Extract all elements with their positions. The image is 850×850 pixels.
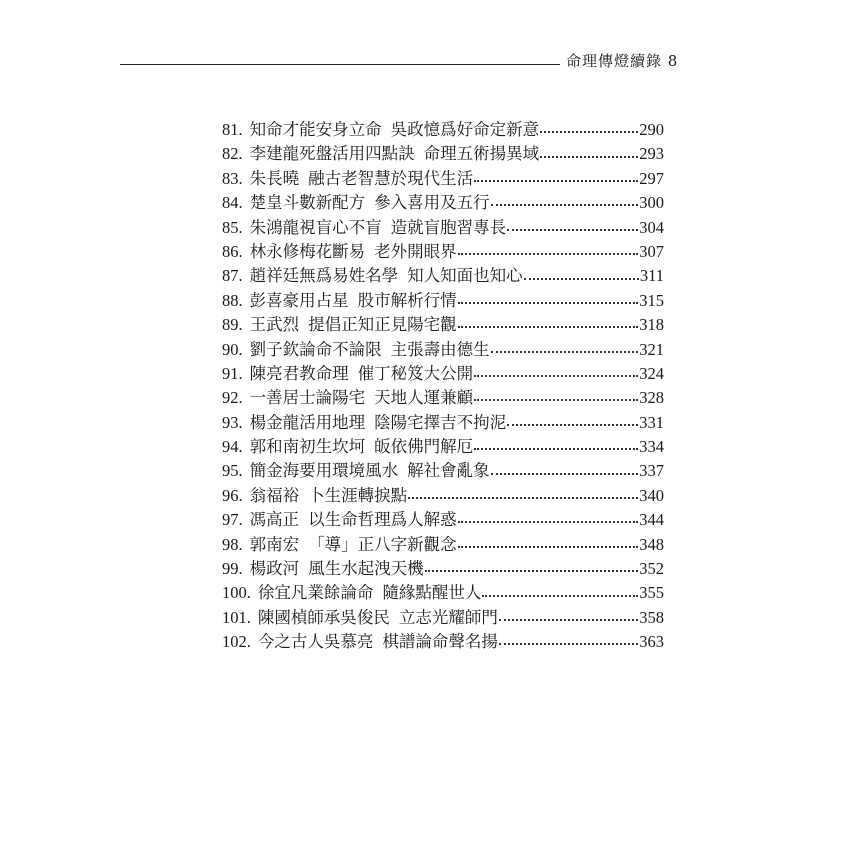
toc-entry-page: 331 bbox=[639, 412, 664, 432]
toc-entry bbox=[222, 238, 664, 262]
toc-dot-leader bbox=[491, 351, 639, 353]
toc-entry-title-part: 郭和南初生坎坷 bbox=[249, 437, 366, 457]
toc-entry-title-part: 朱鴻龍視盲心不盲 bbox=[249, 217, 382, 237]
toc-entry-number: 95. bbox=[222, 461, 243, 481]
toc-entry-title-part: 徐宜凡業餘論命 bbox=[257, 583, 374, 603]
toc-entry-page: 344 bbox=[639, 510, 664, 530]
toc-entry-number: 86. bbox=[222, 241, 243, 261]
toc-entry-number: 90. bbox=[222, 339, 243, 359]
toc-entry-title-part: 陳亮君教命理 bbox=[249, 363, 349, 383]
toc-entry-page: 297 bbox=[639, 168, 664, 188]
toc-entry-title-part: 隨緣點醒世人 bbox=[382, 583, 482, 603]
toc-entry bbox=[222, 555, 664, 579]
toc-entry-page: 334 bbox=[639, 437, 664, 457]
toc-dot-leader bbox=[491, 473, 639, 475]
toc-entry-title-part: 馮高正 bbox=[249, 510, 300, 530]
toc-entry-number: 101. bbox=[222, 607, 251, 627]
toc-entry-title bbox=[250, 287, 457, 311]
toc-entry-title-part: 提倡正知正見陽宅觀 bbox=[308, 315, 457, 335]
toc-entry-page: 358 bbox=[639, 607, 664, 627]
toc-entry-page: 315 bbox=[639, 290, 664, 310]
toc-entry-title bbox=[250, 214, 507, 238]
toc-entry-title bbox=[250, 482, 408, 506]
toc-entry-page: 321 bbox=[639, 339, 664, 359]
toc-entry-title-part: 老外開眼界 bbox=[374, 241, 457, 261]
toc-dot-leader bbox=[408, 497, 638, 499]
toc-entry bbox=[222, 287, 664, 311]
toc-entry-number: 98. bbox=[222, 534, 243, 554]
toc-entry bbox=[222, 140, 664, 164]
toc-entry-title bbox=[250, 409, 507, 433]
toc-entry-title-part: 股市解析行情 bbox=[357, 290, 457, 310]
toc-dot-leader bbox=[458, 546, 639, 548]
toc-entry-title-part: 楊政河 bbox=[249, 559, 300, 579]
toc-entry bbox=[222, 628, 664, 652]
toc-entry-title-part: 催丁秘笈大公開 bbox=[357, 363, 474, 383]
running-title: 命理傳燈續錄 8 bbox=[566, 52, 679, 70]
toc-entry-title-part: 林永修梅花斷易 bbox=[249, 241, 366, 261]
toc-entry-title-part: 李建龍死盤活用四點訣 bbox=[249, 144, 415, 164]
toc-entry bbox=[222, 116, 664, 140]
toc-entry-title-part: 卜生涯轉捩點 bbox=[308, 485, 408, 505]
toc-entry bbox=[222, 336, 664, 360]
toc-entry-title bbox=[250, 336, 490, 360]
toc-entry bbox=[222, 360, 664, 384]
toc-entry-title bbox=[250, 360, 474, 384]
toc-entry-title-part: 立志光耀師門 bbox=[398, 607, 498, 627]
toc-entry-title-part: 楊金龍活用地理 bbox=[249, 412, 366, 432]
header-rule bbox=[120, 64, 560, 65]
toc-entry-page: 352 bbox=[639, 559, 664, 579]
toc-entry-title-part: 劉子欽論命不論限 bbox=[249, 339, 382, 359]
toc-entry-title-part: 翁福裕 bbox=[249, 485, 300, 505]
toc-dot-leader bbox=[507, 424, 638, 426]
toc-entry-title bbox=[250, 457, 490, 481]
toc-entry-page: 307 bbox=[639, 241, 664, 261]
toc-entry-title-part: 命理五術揚異域 bbox=[423, 144, 540, 164]
toc-entry bbox=[222, 506, 664, 530]
toc-entry-title-part: 一善居士論陽宅 bbox=[249, 388, 366, 408]
toc-entry-title bbox=[250, 140, 540, 164]
toc-dot-leader bbox=[458, 253, 639, 255]
toc-dot-leader bbox=[524, 278, 639, 280]
toc-dot-leader bbox=[474, 448, 638, 450]
toc-entry-number: 92. bbox=[222, 388, 243, 408]
toc-entry-title bbox=[250, 555, 424, 579]
toc-entry bbox=[222, 433, 664, 457]
toc-entry-title bbox=[250, 506, 457, 530]
toc-dot-leader bbox=[425, 570, 639, 572]
toc-entry-title-part: 陰陽宅擇吉不拘泥 bbox=[374, 412, 507, 432]
toc-entry-title bbox=[258, 579, 482, 603]
toc-entry bbox=[222, 409, 664, 433]
toc-entry-page: 311 bbox=[639, 266, 664, 286]
toc-dot-leader bbox=[458, 326, 639, 328]
toc-entry-number: 82. bbox=[222, 144, 243, 164]
toc-entry-page: 290 bbox=[639, 120, 664, 139]
toc-entry-title-part: 楚皇斗數新配方 bbox=[249, 193, 366, 213]
toc-entry bbox=[222, 531, 664, 555]
toc-entry-title-part: 融古老智慧於現代生活 bbox=[308, 168, 474, 188]
toc-entry-title-part: 以生命哲理爲人解惑 bbox=[308, 510, 457, 530]
toc-dot-leader bbox=[482, 595, 638, 597]
toc-entry-title-part: 王武烈 bbox=[249, 315, 300, 335]
toc-entry-page: 304 bbox=[639, 217, 664, 237]
toc-dot-leader bbox=[540, 131, 638, 133]
toc-dot-leader bbox=[540, 156, 638, 158]
toc-entry-number: 93. bbox=[222, 412, 243, 432]
toc-entry-number: 97. bbox=[222, 510, 243, 530]
toc-dot-leader bbox=[474, 399, 638, 401]
toc-entry-title bbox=[250, 262, 523, 286]
toc-entry-title bbox=[250, 116, 540, 140]
toc-entry-number: 84. bbox=[222, 193, 243, 213]
toc-entry-page: 337 bbox=[639, 461, 664, 481]
toc-entry-page: 324 bbox=[639, 363, 664, 383]
toc-entry-title bbox=[250, 433, 474, 457]
toc-entry bbox=[222, 384, 664, 408]
toc-entry-number: 100. bbox=[222, 583, 251, 603]
toc-entry-page: 318 bbox=[639, 315, 664, 335]
toc-entry-title-part: 陳國楨師承吳俊民 bbox=[257, 607, 390, 627]
toc-entry-title-part: 朱長曉 bbox=[249, 168, 300, 188]
toc-entry bbox=[222, 604, 664, 628]
toc-dot-leader bbox=[491, 204, 639, 206]
toc-entry-number: 94. bbox=[222, 437, 243, 457]
toc-entry-title bbox=[250, 189, 490, 213]
toc-entry-title bbox=[250, 384, 474, 408]
toc-dot-leader bbox=[474, 375, 638, 377]
table-of-contents bbox=[222, 116, 664, 653]
toc-entry-title-part: 今之古人吳慕亮 bbox=[257, 632, 374, 652]
toc-entry-page: 348 bbox=[639, 534, 664, 554]
toc-entry-page: 300 bbox=[639, 193, 664, 213]
toc-entry-title bbox=[250, 165, 474, 189]
toc-entry-title-part: 吳政憶爲好命定新意 bbox=[390, 120, 540, 139]
toc-entry bbox=[222, 262, 664, 286]
toc-entry-title bbox=[258, 628, 498, 652]
toc-entry-title-part: 參入喜用及五行 bbox=[374, 193, 490, 213]
toc-entry-number: 83. bbox=[222, 168, 243, 188]
toc-entry-title bbox=[258, 604, 498, 628]
toc-entry-title bbox=[250, 531, 457, 555]
toc-entry-title-part: 郭南宏 bbox=[249, 534, 300, 554]
toc-dot-leader bbox=[458, 521, 639, 523]
toc-entry-title bbox=[250, 311, 457, 335]
toc-entry-title-part: 知命才能安身立命 bbox=[249, 120, 382, 139]
toc-entry-title-part: 彭喜豪用占星 bbox=[249, 290, 349, 310]
toc-dot-leader bbox=[507, 229, 638, 231]
toc-entry bbox=[222, 457, 664, 481]
toc-entry bbox=[222, 482, 664, 506]
toc-entry-number: 88. bbox=[222, 290, 243, 310]
toc-entry-number: 102. bbox=[222, 632, 251, 652]
toc-entry-title-part: 簡金海要用環境風水 bbox=[249, 461, 399, 481]
toc-entry-number: 91. bbox=[222, 363, 243, 383]
toc-entry bbox=[222, 189, 664, 213]
toc-entry-number: 81. bbox=[222, 120, 243, 139]
toc-entry-title-part: 造就盲胞習專長 bbox=[390, 217, 507, 237]
toc-entry-page: 340 bbox=[639, 485, 664, 505]
toc-entry-title-part: 「導」正八字新觀念 bbox=[308, 534, 457, 554]
toc-entry-title bbox=[250, 238, 457, 262]
toc-entry-number: 85. bbox=[222, 217, 243, 237]
toc-entry bbox=[222, 214, 664, 238]
toc-entry bbox=[222, 579, 664, 603]
toc-entry-number: 87. bbox=[222, 266, 243, 286]
toc-entry-title-part: 皈依佛門解厄 bbox=[374, 437, 474, 457]
toc-entry-title-part: 知人知面也知心 bbox=[407, 266, 523, 286]
toc-entry-title-part: 風生水起洩天機 bbox=[308, 559, 424, 579]
toc-dot-leader bbox=[474, 180, 638, 182]
toc-dot-leader bbox=[458, 302, 639, 304]
toc-entry-number: 89. bbox=[222, 315, 243, 335]
toc-entry-title-part: 棋譜論命聲名揚 bbox=[382, 632, 498, 652]
toc-entry-title-part: 天地人運兼顧 bbox=[374, 388, 474, 408]
toc-dot-leader bbox=[499, 643, 638, 645]
toc-entry-page: 328 bbox=[639, 388, 664, 408]
toc-entry-page: 363 bbox=[639, 632, 664, 652]
toc-entry-page: 355 bbox=[639, 583, 664, 603]
toc-entry-page: 293 bbox=[639, 144, 664, 164]
toc-entry-number: 96. bbox=[222, 485, 243, 505]
toc-entry-title-part: 趙祥廷無爲易姓名學 bbox=[249, 266, 399, 286]
toc-entry-title-part: 主張壽由德生 bbox=[390, 339, 490, 359]
toc-entry bbox=[222, 165, 664, 189]
toc-entry bbox=[222, 311, 664, 335]
toc-dot-leader bbox=[499, 619, 638, 621]
toc-entry-title-part: 解社會亂象 bbox=[407, 461, 490, 481]
toc-entry-number: 99. bbox=[222, 559, 243, 579]
